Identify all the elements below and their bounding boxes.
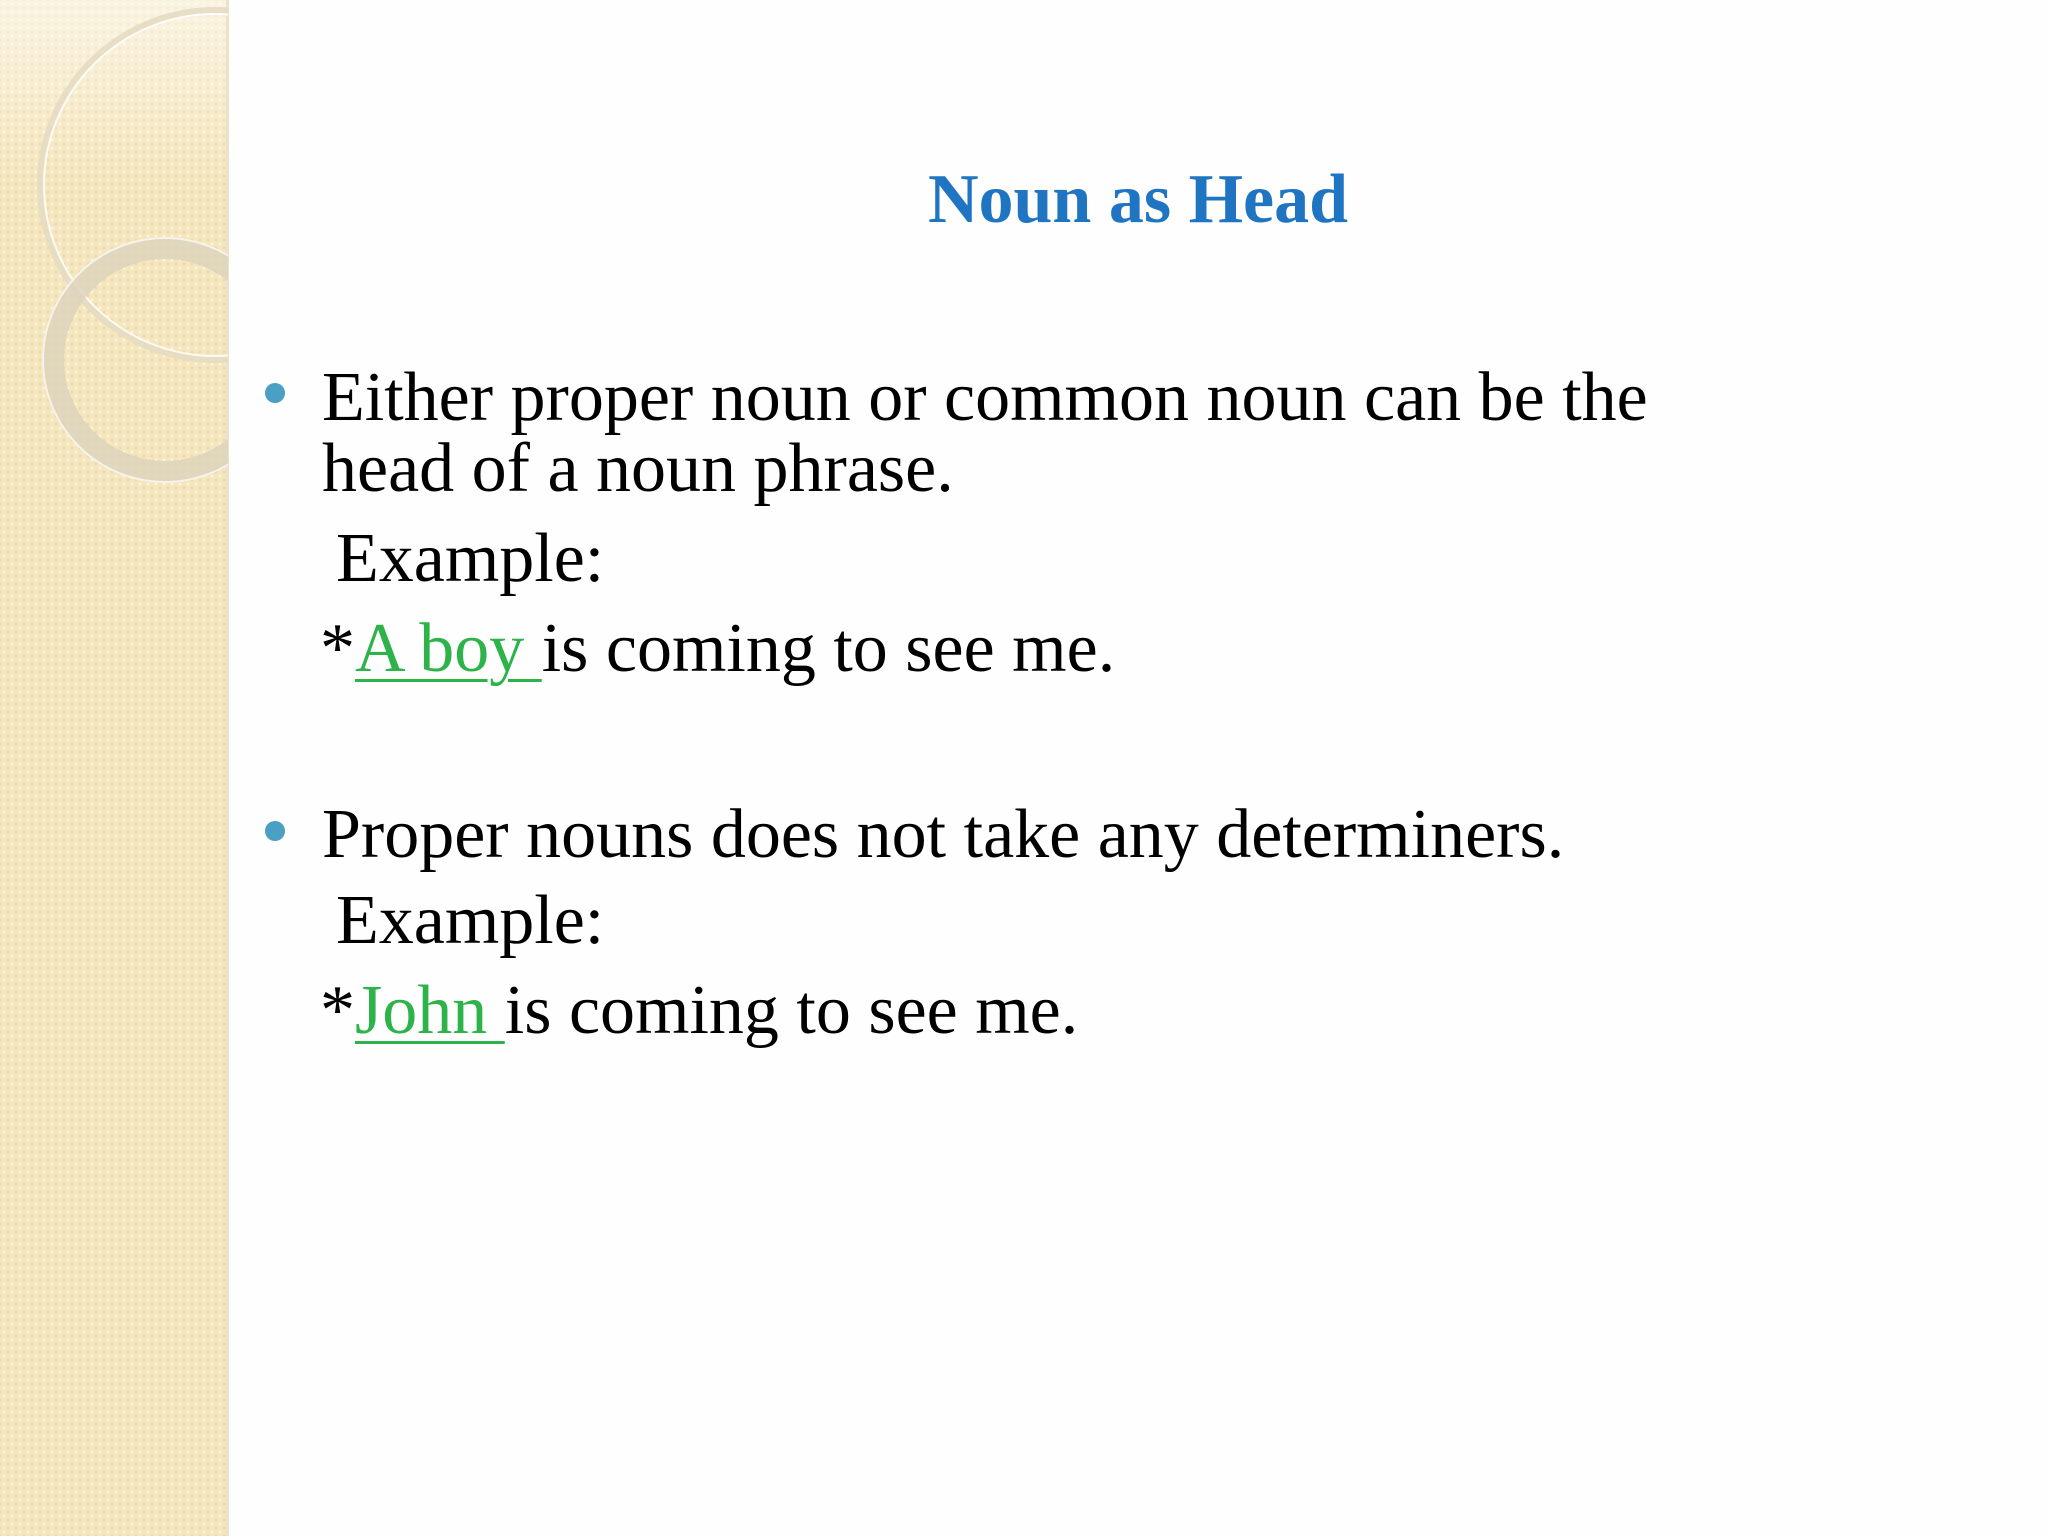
bullet-1-line-2: head of a noun phrase. bbox=[322, 430, 954, 507]
bullet-1-example-sentence bbox=[320, 610, 1116, 687]
example-sentence-rest: is coming to see me. bbox=[541, 610, 1116, 687]
example-highlighted-proper-noun: John bbox=[355, 972, 505, 1049]
bullet-1-example-label: Example: bbox=[336, 520, 605, 597]
bullet-2-line-1: Proper nouns does not take any determiners. bbox=[322, 796, 1565, 873]
decorative-rings bbox=[0, 0, 228, 500]
bullet-1-line-1: Either proper noun or common noun can be the bbox=[322, 359, 1648, 436]
example-asterisk: * bbox=[320, 610, 355, 687]
example-highlighted-noun-phrase: A boy bbox=[355, 610, 542, 687]
bullet-dot-icon bbox=[265, 383, 285, 403]
example-asterisk: * bbox=[320, 972, 355, 1049]
example-sentence-rest: is coming to see me. bbox=[504, 972, 1079, 1049]
bullet-dot-icon bbox=[265, 821, 285, 841]
slide-title: Noun as Head bbox=[927, 161, 1349, 238]
bullet-2-example-label: Example: bbox=[336, 882, 605, 959]
bullet-2-example-sentence bbox=[320, 972, 1079, 1049]
